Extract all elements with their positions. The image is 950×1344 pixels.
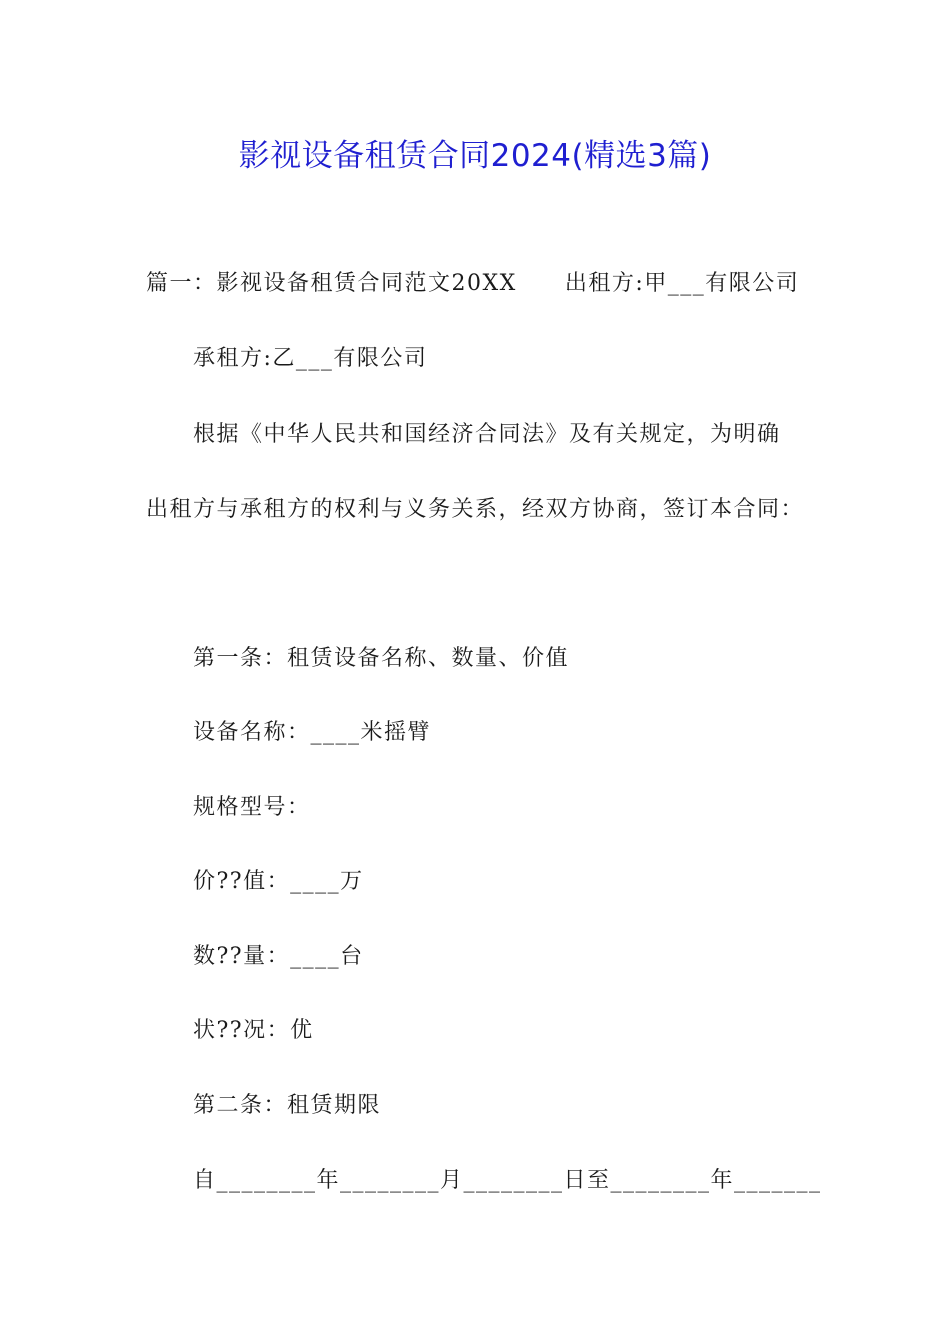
value-line: 价??值：____万: [193, 869, 364, 894]
lessee-line: 承租方:乙___有限公司: [193, 346, 428, 371]
spec-model-line: 规格型号：: [193, 795, 311, 820]
article-2-heading: 第二条：租赁期限: [193, 1093, 382, 1118]
condition-line: 状??况：优: [193, 1018, 314, 1043]
intro-paragraph-line-2: 出租方与承租方的权利与义务关系，经双方协商，签订本合同：: [146, 497, 805, 522]
document-title: 影视设备租赁合同2024(精选3篇): [238, 138, 712, 174]
section-label: 篇一：影视设备租赁合同范文20XX: [146, 271, 517, 296]
quantity-line: 数??量：____台: [193, 944, 364, 969]
lessor-line: 出租方:甲___有限公司: [564, 271, 800, 296]
lease-period-line: 自________年________月________日至________年_______: [193, 1168, 822, 1193]
article-1-heading: 第一条：租赁设备名称、数量、价值: [193, 646, 570, 671]
intro-paragraph-line-1: 根据《中华人民共和国经济合同法》及有关规定，为明确: [193, 422, 781, 447]
equipment-name-line: 设备名称：____米摇臂: [193, 720, 432, 745]
section-header-line: [146, 270, 799, 298]
